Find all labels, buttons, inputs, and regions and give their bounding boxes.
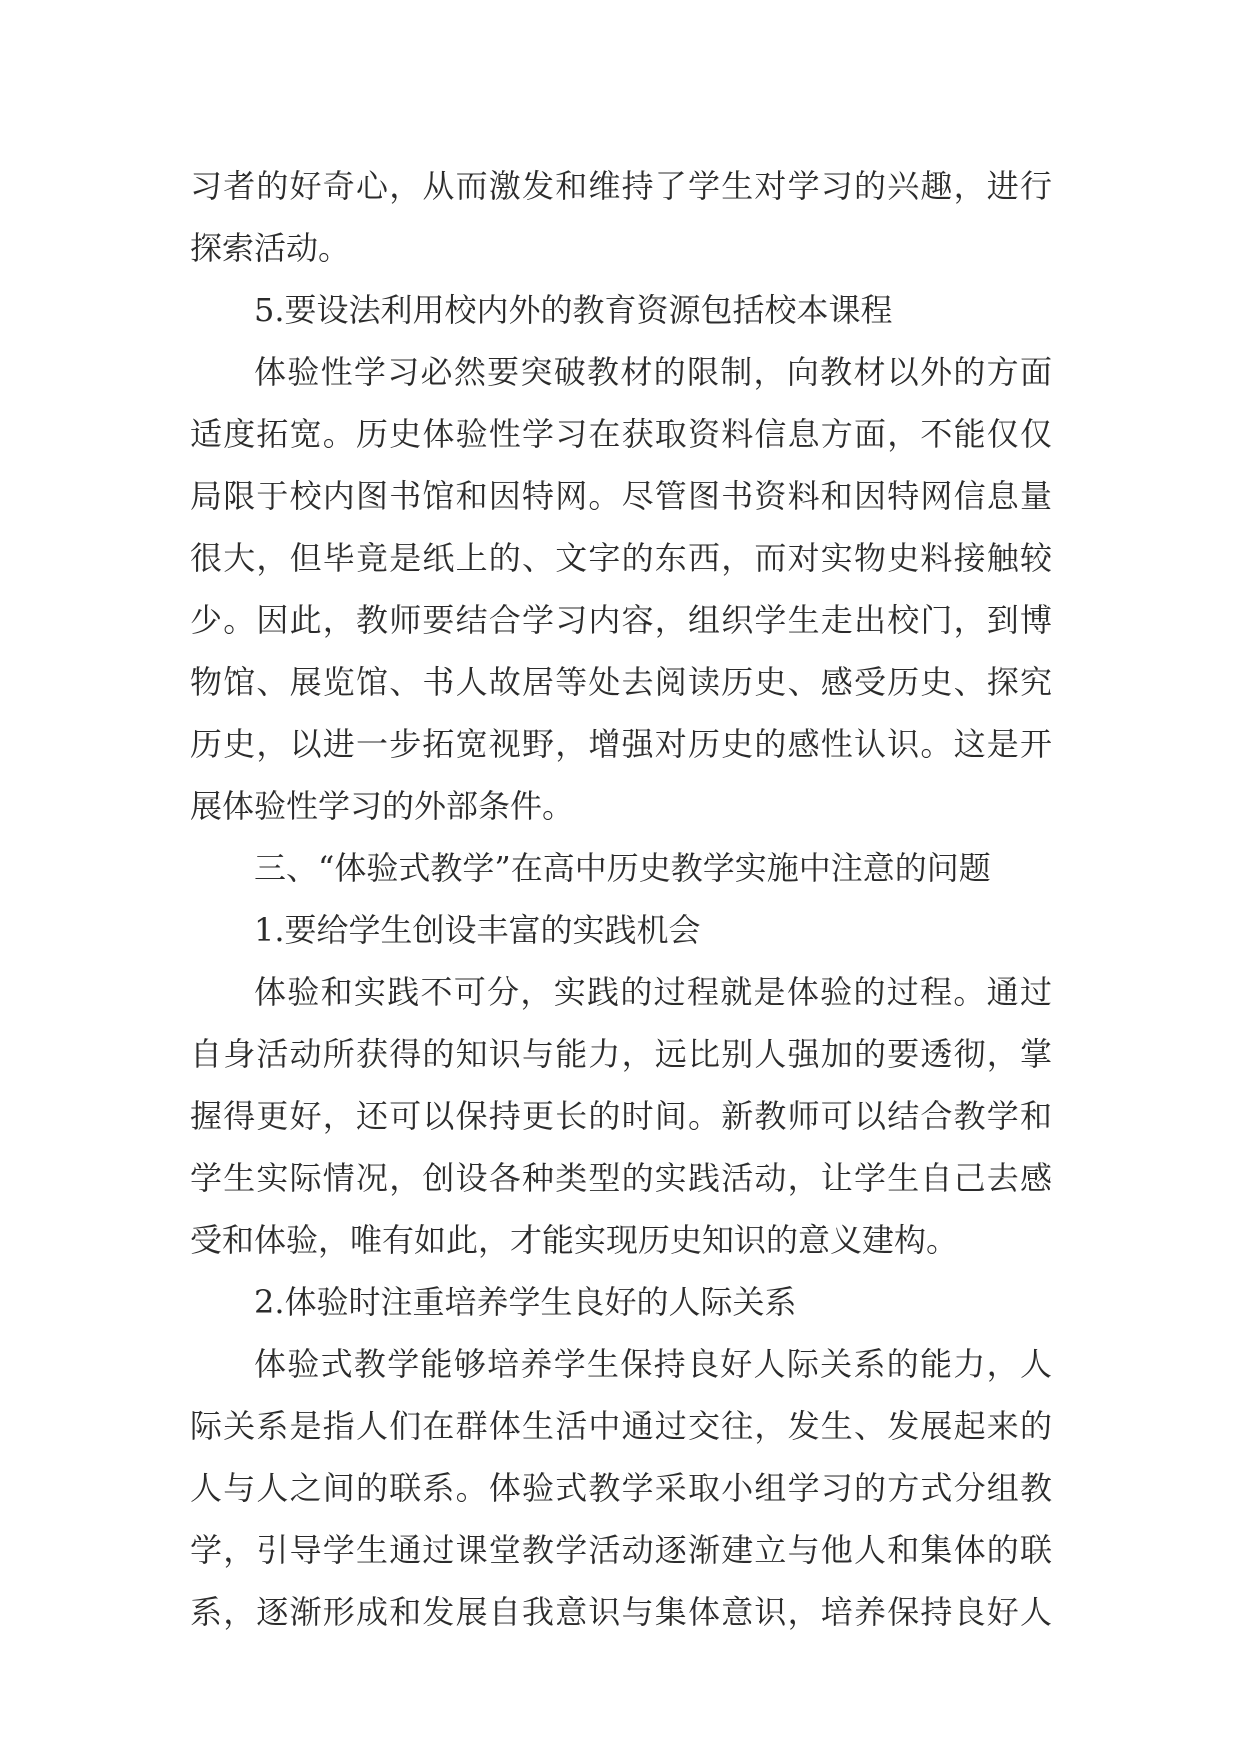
text-line: 自身活动所获得的知识与能力，远比别人强加的要透彻，掌 [190, 1035, 1052, 1073]
text-line: 物馆、展览馆、书人故居等处去阅读历史、感受历史、探究 [190, 663, 1052, 701]
text-line: 历史，以进一步拓宽视野，增强对历史的感性认识。这是开 [190, 725, 1052, 763]
text-line: 少。因此，教师要结合学习内容，组织学生走出校门，到博 [190, 601, 1052, 639]
text-line: 局限于校内图书馆和因特网。尽管图书资料和因特网信息量 [190, 477, 1052, 515]
text-line: 学生实际情况，创设各种类型的实践活动，让学生自己去感 [190, 1159, 1052, 1197]
text-line: 人与人之间的联系。体验式教学采取小组学习的方式分组教 [190, 1469, 1052, 1507]
text-line: 探索活动。 [190, 229, 351, 267]
paragraph-first-line: 体验性学习必然要突破教材的限制，向教材以外的方面 [254, 353, 1052, 391]
section-heading: 2.体验时注重培养学生良好的人际关系 [254, 1283, 797, 1321]
section-heading: 1.要给学生创设丰富的实践机会 [254, 911, 701, 949]
section-heading: 5.要设法利用校内外的教育资源包括校本课程 [254, 291, 893, 329]
text-line: 际关系是指人们在群体生活中通过交往，发生、发展起来的 [190, 1407, 1052, 1445]
text-line: 适度拓宽。历史体验性学习在获取资料信息方面，不能仅仅 [190, 415, 1052, 453]
text-line: 展体验性学习的外部条件。 [190, 787, 575, 825]
paragraph-first-line: 体验和实践不可分，实践的过程就是体验的过程。通过 [254, 973, 1052, 1011]
text-line: 握得更好，还可以保持更长的时间。新教师可以结合教学和 [190, 1097, 1052, 1135]
document-page [190, 155, 1052, 1643]
text-line: 学，引导学生通过课堂教学活动逐渐建立与他人和集体的联 [190, 1531, 1052, 1569]
text-line: 系，逐渐形成和发展自我意识与集体意识，培养保持良好人 [190, 1593, 1052, 1631]
paragraph-first-line: 体验式教学能够培养学生保持良好人际关系的能力，人 [254, 1345, 1052, 1383]
text-line: 习者的好奇心，从而激发和维持了学生对学习的兴趣，进行 [190, 167, 1052, 205]
text-line: 很大，但毕竟是纸上的、文字的东西，而对实物史料接触较 [190, 539, 1052, 577]
text-line: 受和体验，唯有如此，才能实现历史知识的意义建构。 [190, 1221, 959, 1259]
section-heading: 三、“体验式教学”在高中历史教学实施中注意的问题 [254, 849, 991, 887]
